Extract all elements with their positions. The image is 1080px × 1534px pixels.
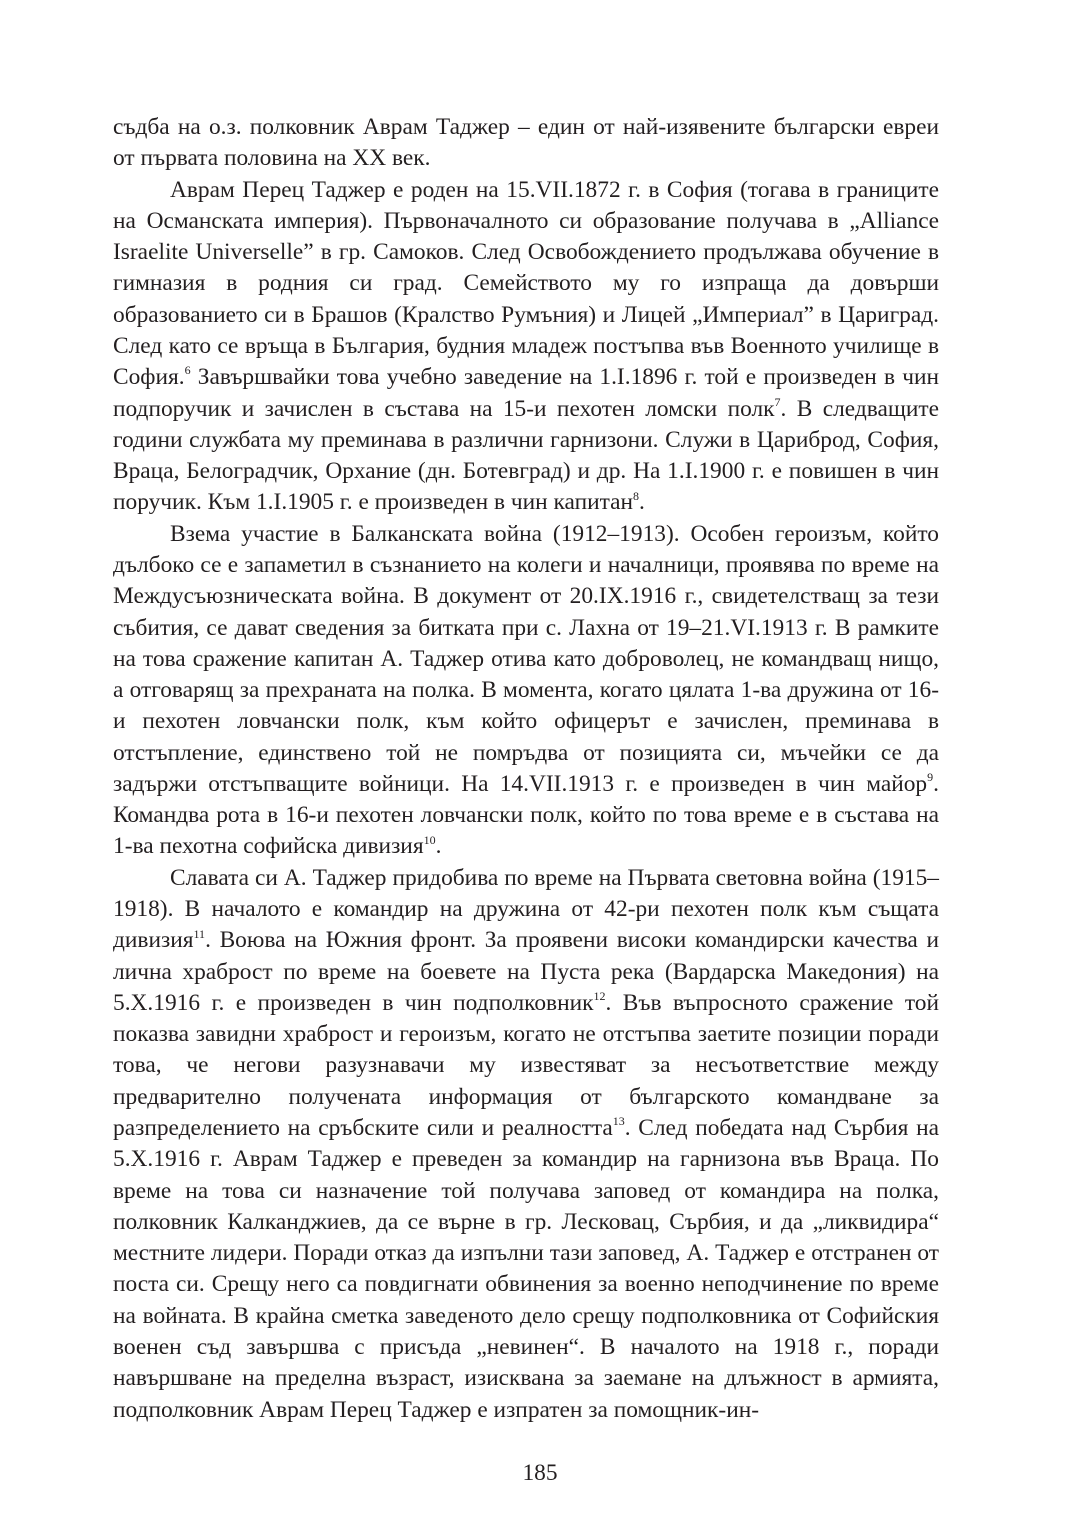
footnote-ref-8[interactable]: 8 [633,488,640,503]
page-number: 185 [522,1460,558,1486]
footnote-ref-11[interactable]: 11 [193,926,206,941]
text-segment: . Командва рота в 16-и пехотен ловчански полк, който по това време е в състава на 1-ва пехотна софийска дивизия [113,770,939,860]
paragraph-world-war-one [113,863,939,1426]
text-segment: Взема участие в Балканската война (1912–1913). Особен героизъм, който дълбоко се е запаметил в съзнанието на колеги и началници, проявява по време на Междусъюзническата война. В документ от 20.IX.1916 г., свидетелстващ за тези събития, се дават сведения за битката при с. Лахна от 19–21.VI.1913 г. В рамките на това сражение капитан А. Таджер отива като доброволец, не командващ нищо, а отговарящ за прехраната на полка. В момента, когато цялата 1-ва дружина от 16-и пехотен ловчански полк, към който офицерът е зачислен, преминава в отстъпление, единствено той не помръдва от позицията си, мъчейки се да задържи отстъпващите войници. На 14.VII.1913 г. е произведен в чин майор [113,520,939,797]
text-segment: . Воюва на Южния фронт. За проявени високи командирски качества и лична храброст по време на боевете на Пуста река (Вардарска Македония) на 5.X.1916 г. е произведен в чин подполковник [113,927,939,1016]
text-segment: Славата си А. Таджер придобива по време на Първата световна война (1915–1918). В началото е командир на дружина от 42-ри пехотен полк към същата дивизия [113,864,939,954]
footnote-ref-10[interactable]: 10 [423,832,436,847]
text-segment: . [435,833,442,860]
text-segment: Аврам Перец Таджер е роден на 15.VII.1872 г. в София (тогава в границите на Османската империя). Първоначалното си образование получава в „Alliance Israelite Universelle” в гр. Самоков. След Освобождението продължава обучение в гимназия в родния си град. Семейството му го изпраща да довърши образованието си в Брашов (Кралство Румъния) и Лицей „Империал” в Цариград. След като се връща в България, будния младеж постъпва във Военното училище в София. [113,176,939,391]
paragraph-tadzher-biography [113,175,939,519]
footnote-ref-13[interactable]: 13 [612,1114,625,1129]
footnote-ref-12[interactable]: 12 [593,989,606,1004]
text-segment: . Във въпросното сражение той показва завидни храброст и героизъм, когато не отстъпва заетите позиции поради това, че негови разузнавачи му известяват за несъответствие между предварително получената информация от българското командване за разпределението на сръбските сили и реалността [113,989,939,1141]
text-segment: съдба на о.з. полковник Аврам Таджер – един от най-изявените български евреи от първата половина на XX век. [113,114,939,172]
text-segment: . След победата над Сърбия на 5.X.1916 г. Аврам Таджер е преведен за командир на гарнизона във Враца. По време на това си назначение той получава заповед от командира на полка, полковник Калканджиев, да се върне в гр. Лесковац, Сърбия, и да „ликвидира“ местните лидери. Поради отказ да изпълни тази заповед, А. Таджер е отстранен от поста си. Срещу него са повдигнати обвинения за военно неподчинение по време на войната. В крайна сметка заведеното дело срещу подполковника от Софийския военен съд завършва с присъда „невинен“. В началото на 1918 г., поради навършване на пределна възраст, изисквана за заемане на длъжност в армията, подполковник Аврам Перец Таджер е изпратен за помощник-ин- [113,1115,939,1423]
paragraph-balkan-war [113,519,939,863]
body-text [113,112,939,1426]
paragraph-continuation [113,112,939,175]
text-segment: . [639,489,645,516]
text-segment: . В следващите години службата му преминава в различни гарнизони. Служи в Цариброд, София, Враца, Белоградчик, Орхание (дн. Ботевград) и др. На 1.I.1900 г. е повишен в чин поручик. Към 1.I.1905 г. е произведен в чин капитан [113,395,939,516]
text-segment: Завършвайки това учебно заведение на 1.I.1896 г. той е произведен в чин подпоручик и зачислен в състава на 15-и пехотен ломски полк [113,364,939,422]
footnote-ref-9[interactable]: 9 [927,770,934,785]
footnote-ref-6[interactable]: 6 [184,363,191,378]
footnote-ref-7[interactable]: 7 [774,394,781,409]
